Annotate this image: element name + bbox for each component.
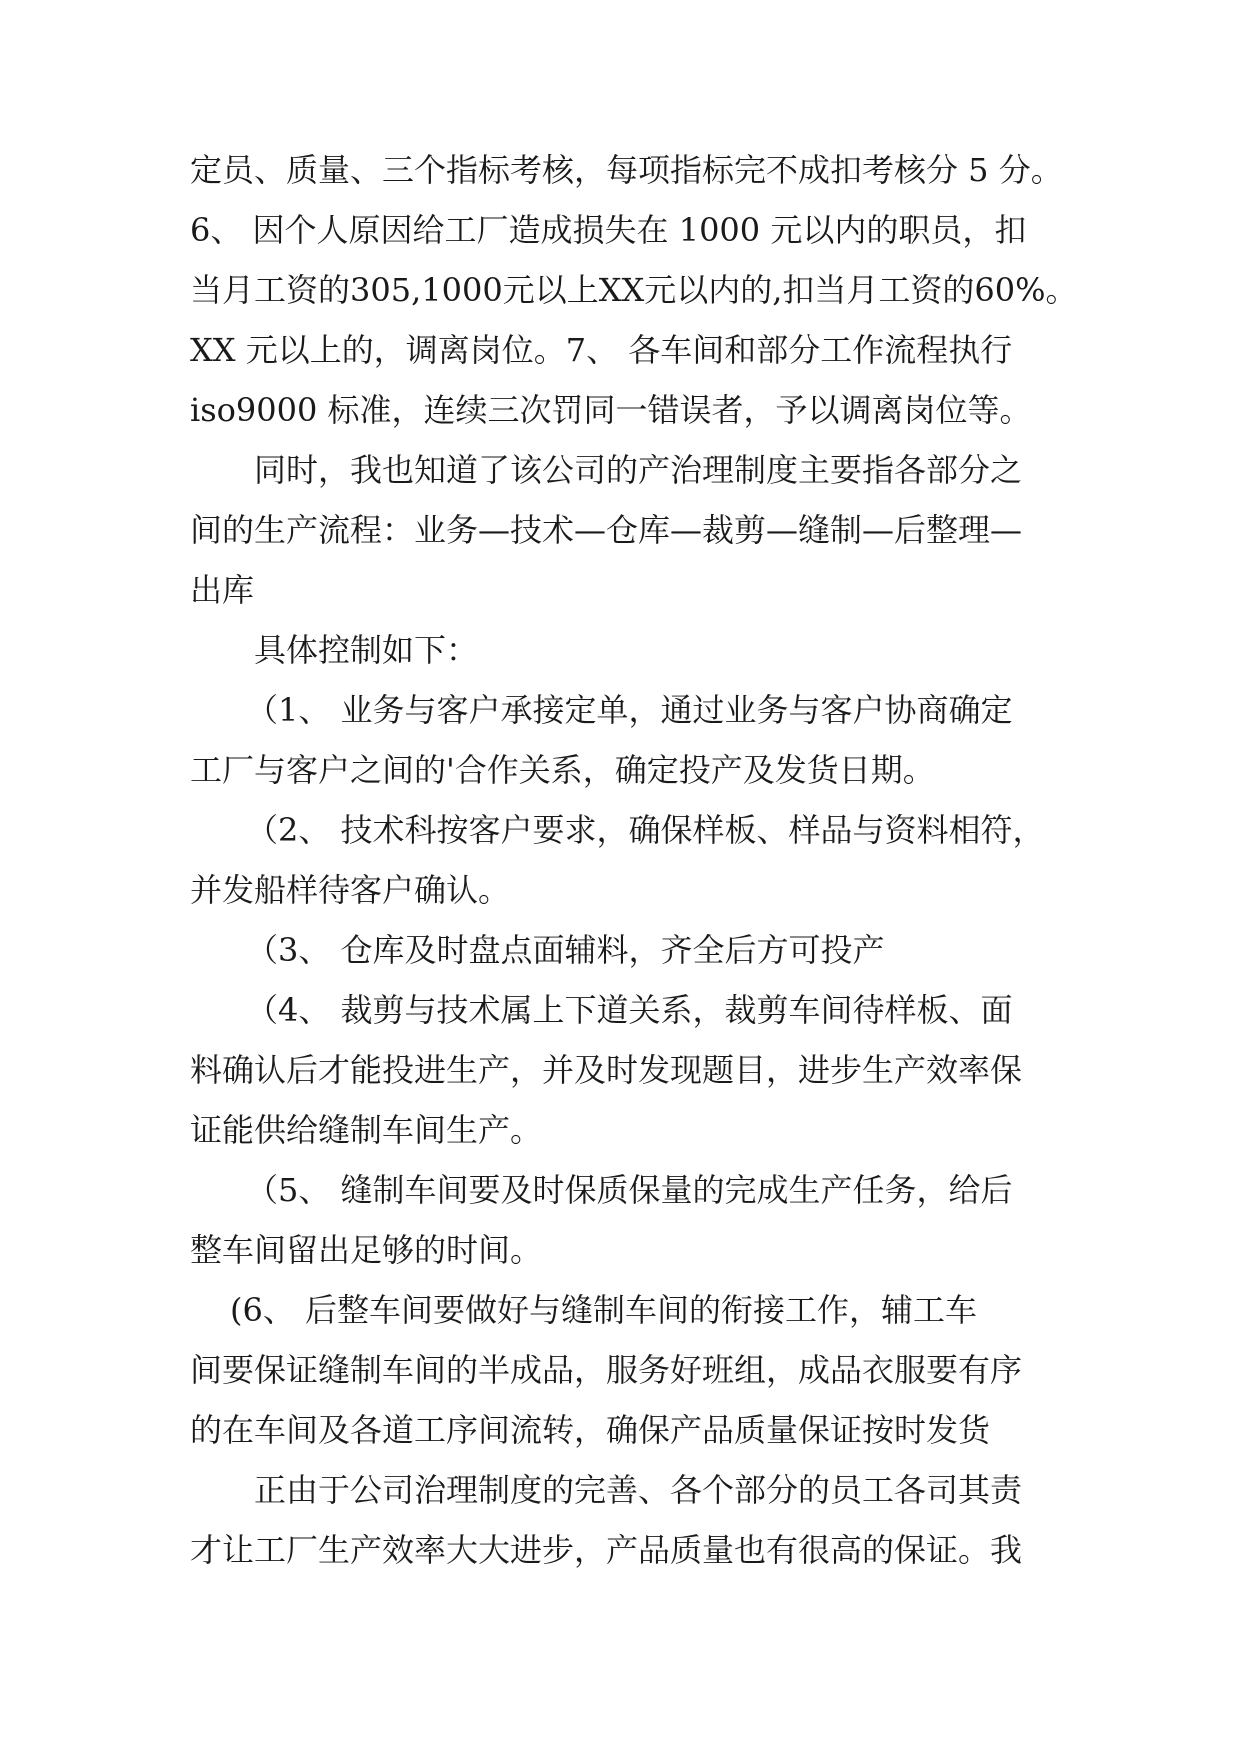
text-line: iso9000 标准，连续三次罚同一错误者，予以调离岗位等。 — [190, 391, 1032, 429]
text-line: 间要保证缝制车间的半成品，服务好班组，成品衣服要有序 — [190, 1351, 1023, 1389]
text-line: 整车间留出足够的时间。 — [190, 1231, 543, 1269]
text-line: 间的生产流程：业务—技术—仓库—裁剪—缝制—后整理— — [190, 511, 1023, 549]
paragraph-start-line: 正由于公司治理制度的完善、各个部分的员工各司其责 — [254, 1471, 1023, 1509]
list-item-line: （4、 裁剪与技术属上下道关系，裁剪车间待样板、面 — [246, 991, 1013, 1029]
text-line: 出库 — [190, 571, 255, 609]
text-line: 工厂与客户之间的'合作关系，确定投产及发货日期。 — [190, 751, 935, 789]
paragraph-start-line: 同时，我也知道了该公司的产治理制度主要指各部分之 — [254, 451, 1023, 489]
document-body — [190, 140, 1090, 1580]
text-line: XX 元以上的，调离岗位。7、 各车间和部分工作流程执行 — [190, 331, 1013, 369]
text-line: 证能供给缝制车间生产。 — [190, 1111, 543, 1149]
text-line: 当月工资的305,1000元以上XX元以内的,扣当月工资的60%。 — [190, 271, 1078, 309]
list-item-line: （2、 技术科按客户要求，确保样板、样品与资料相符， — [246, 811, 1045, 849]
text-line: 并发船样待客户确认。 — [190, 871, 511, 909]
list-item-line: （1、 业务与客户承接定单，通过业务与客户协商确定 — [246, 691, 1013, 729]
text-line: 6、 因个人原因给工厂造成损失在 1000 元以内的职员，扣 — [190, 211, 1027, 249]
text-line: 才让工厂生产效率大大进步，产品质量也有很高的保证。我 — [190, 1531, 1023, 1569]
list-item-line: (6、 后整车间要做好与缝制车间的衔接工作，辅工车 — [230, 1291, 978, 1329]
text-line: 料确认后才能投进生产，并及时发现题目，进步生产效率保 — [190, 1051, 1023, 1089]
text-line: 的在车间及各道工序间流转，确保产品质量保证按时发货 — [190, 1411, 991, 1449]
list-item-line: （5、 缝制车间要及时保质保量的完成生产任务，给后 — [246, 1171, 1013, 1209]
list-item-line: （3、 仓库及时盘点面辅料，齐全后方可投产 — [246, 931, 885, 969]
text-line: 定员、质量、三个指标考核，每项指标完不成扣考核分 5 分。 — [190, 151, 1063, 189]
paragraph-start-line: 具体控制如下： — [254, 631, 479, 669]
